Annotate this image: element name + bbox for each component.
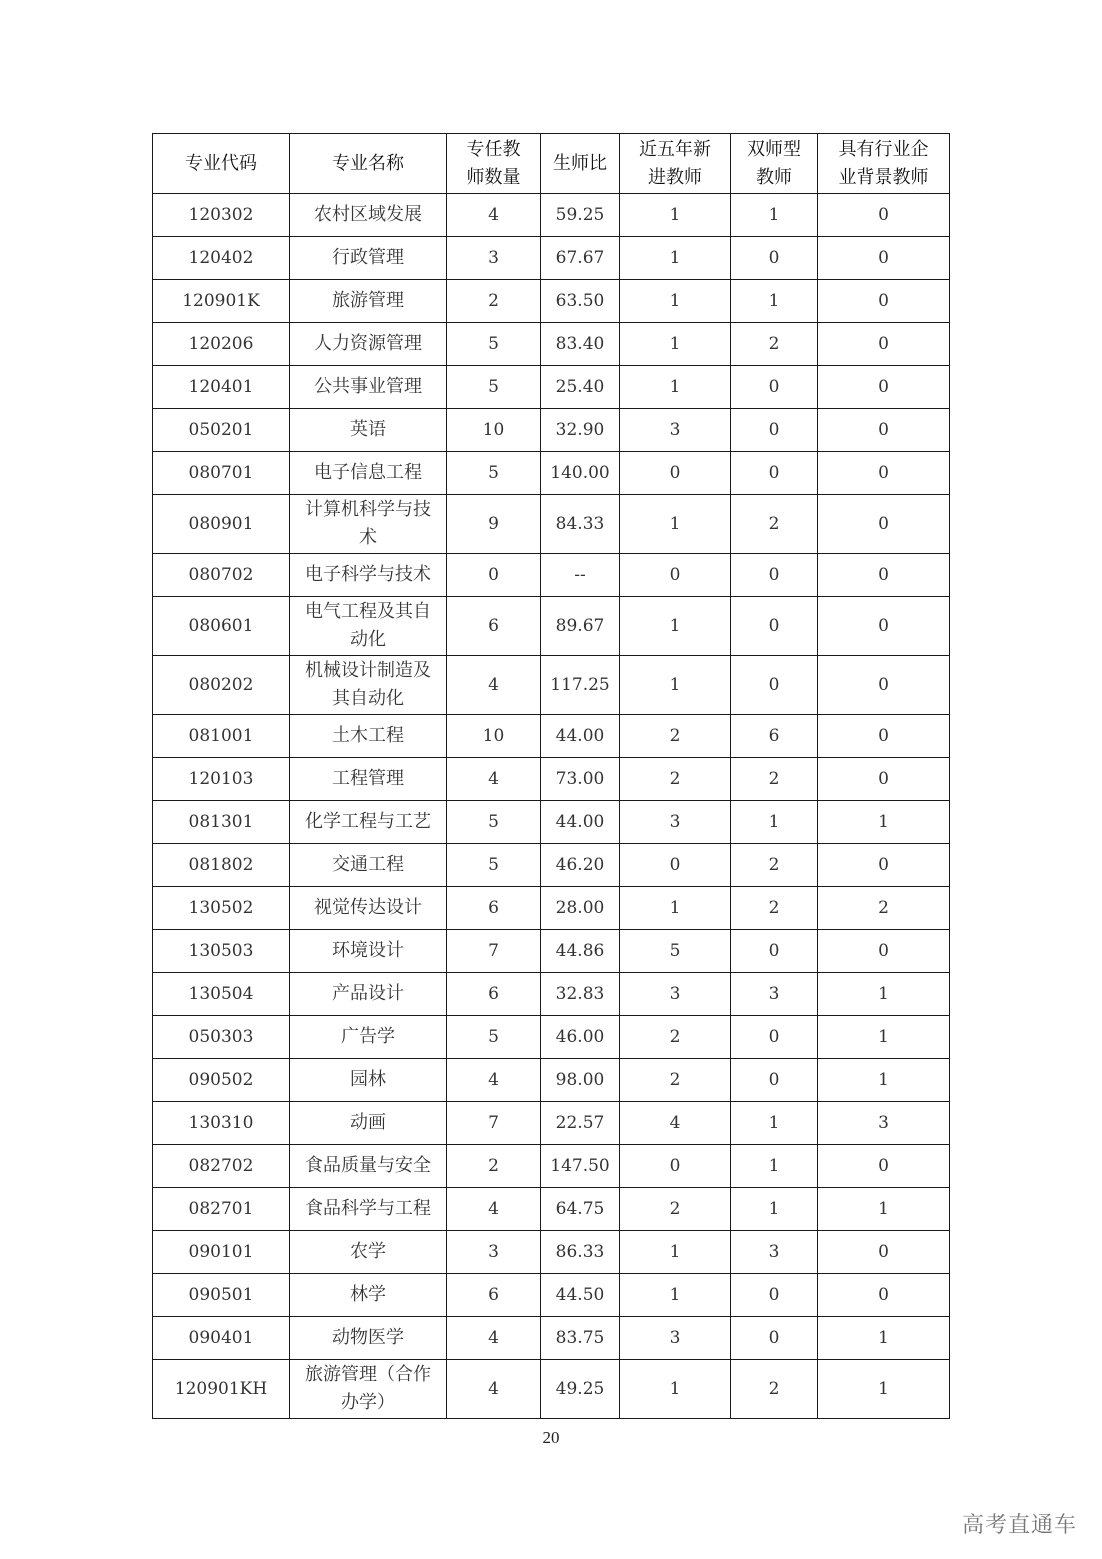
table-row bbox=[153, 801, 950, 844]
cell-name bbox=[290, 194, 447, 237]
cell-ratio: 28.00 bbox=[541, 887, 620, 930]
name-line: 电子科学与技术 bbox=[305, 564, 431, 585]
cell-ratio: 86.33 bbox=[541, 1231, 620, 1274]
cell-ratio: 46.00 bbox=[541, 1016, 620, 1059]
cell-dual: 2 bbox=[731, 1360, 818, 1419]
cell-name bbox=[290, 758, 447, 801]
name-line: 视觉传达设计 bbox=[314, 897, 422, 918]
table-row bbox=[153, 1231, 950, 1274]
cell-name bbox=[290, 1231, 447, 1274]
cell-name bbox=[290, 495, 447, 554]
cell-teachers: 5 bbox=[447, 452, 541, 495]
cell-teachers: 4 bbox=[447, 758, 541, 801]
cell-ratio: 83.75 bbox=[541, 1317, 620, 1360]
cell-name bbox=[290, 323, 447, 366]
cell-teachers: 7 bbox=[447, 930, 541, 973]
cell-dual: 3 bbox=[731, 1231, 818, 1274]
header-ratio bbox=[541, 134, 620, 194]
cell-dual: 0 bbox=[731, 656, 818, 715]
cell-dual: 2 bbox=[731, 758, 818, 801]
header-text: 教师 bbox=[756, 166, 792, 188]
name-line: 化学工程与工艺 bbox=[305, 811, 431, 832]
cell-new-teachers: 3 bbox=[620, 801, 731, 844]
cell-ratio: -- bbox=[541, 554, 620, 597]
cell-industry: 0 bbox=[818, 409, 950, 452]
cell-name bbox=[290, 801, 447, 844]
cell-ratio: 25.40 bbox=[541, 366, 620, 409]
cell-code: 120206 bbox=[153, 323, 290, 366]
cell-ratio: 44.86 bbox=[541, 930, 620, 973]
page-number: 20 bbox=[542, 1428, 560, 1447]
cell-new-teachers: 3 bbox=[620, 973, 731, 1016]
cell-teachers: 4 bbox=[447, 194, 541, 237]
cell-code: 081301 bbox=[153, 801, 290, 844]
cell-name bbox=[290, 1188, 447, 1231]
cell-industry: 0 bbox=[818, 280, 950, 323]
header-new-teachers bbox=[620, 134, 731, 194]
cell-new-teachers: 1 bbox=[620, 237, 731, 280]
cell-industry: 0 bbox=[818, 597, 950, 656]
cell-dual: 0 bbox=[731, 452, 818, 495]
cell-new-teachers: 1 bbox=[620, 1274, 731, 1317]
name-line: 农学 bbox=[350, 1241, 386, 1262]
cell-industry: 0 bbox=[818, 194, 950, 237]
cell-code: 082702 bbox=[153, 1145, 290, 1188]
cell-ratio: 147.50 bbox=[541, 1145, 620, 1188]
cell-dual: 0 bbox=[731, 409, 818, 452]
cell-new-teachers: 0 bbox=[620, 452, 731, 495]
cell-industry: 1 bbox=[818, 1016, 950, 1059]
cell-teachers: 5 bbox=[447, 801, 541, 844]
cell-new-teachers: 2 bbox=[620, 715, 731, 758]
cell-new-teachers: 5 bbox=[620, 930, 731, 973]
name-line: 英语 bbox=[350, 419, 386, 440]
cell-ratio: 140.00 bbox=[541, 452, 620, 495]
name-line: 人力资源管理 bbox=[314, 333, 422, 354]
cell-new-teachers: 3 bbox=[620, 409, 731, 452]
header-text: 专任教 bbox=[466, 138, 521, 160]
name-line: 食品科学与工程 bbox=[305, 1198, 431, 1219]
cell-ratio: 117.25 bbox=[541, 656, 620, 715]
cell-teachers: 0 bbox=[447, 554, 541, 597]
name-line: 交通工程 bbox=[332, 854, 404, 875]
cell-teachers: 4 bbox=[447, 656, 541, 715]
cell-industry: 0 bbox=[818, 1274, 950, 1317]
table-row bbox=[153, 1016, 950, 1059]
cell-name bbox=[290, 1274, 447, 1317]
cell-code: 130504 bbox=[153, 973, 290, 1016]
cell-teachers: 4 bbox=[447, 1188, 541, 1231]
cell-new-teachers: 0 bbox=[620, 1145, 731, 1188]
cell-new-teachers: 1 bbox=[620, 495, 731, 554]
table-row bbox=[153, 1188, 950, 1231]
name-line: 产品设计 bbox=[332, 983, 404, 1004]
cell-name bbox=[290, 844, 447, 887]
cell-industry: 0 bbox=[818, 495, 950, 554]
name-line: 园林 bbox=[350, 1069, 386, 1090]
cell-new-teachers: 2 bbox=[620, 758, 731, 801]
cell-teachers: 5 bbox=[447, 366, 541, 409]
name-line: 旅游管理（合作 bbox=[305, 1364, 431, 1385]
cell-ratio: 49.25 bbox=[541, 1360, 620, 1419]
cell-name bbox=[290, 554, 447, 597]
cell-teachers: 2 bbox=[447, 280, 541, 323]
cell-name bbox=[290, 452, 447, 495]
cell-new-teachers: 1 bbox=[620, 280, 731, 323]
cell-industry: 0 bbox=[818, 237, 950, 280]
cell-industry: 0 bbox=[818, 1231, 950, 1274]
cell-new-teachers: 1 bbox=[620, 1231, 731, 1274]
header-text: 生师比 bbox=[553, 152, 607, 174]
table-row bbox=[153, 1145, 950, 1188]
cell-code: 080202 bbox=[153, 656, 290, 715]
name-line: 食品质量与安全 bbox=[305, 1155, 431, 1176]
cell-name bbox=[290, 597, 447, 656]
cell-dual: 0 bbox=[731, 597, 818, 656]
cell-code: 090501 bbox=[153, 1274, 290, 1317]
cell-name bbox=[290, 1360, 447, 1419]
cell-ratio: 67.67 bbox=[541, 237, 620, 280]
cell-new-teachers: 0 bbox=[620, 844, 731, 887]
cell-industry: 1 bbox=[818, 1188, 950, 1231]
cell-dual: 0 bbox=[731, 930, 818, 973]
cell-new-teachers: 1 bbox=[620, 194, 731, 237]
table-row bbox=[153, 194, 950, 237]
cell-code: 081802 bbox=[153, 844, 290, 887]
cell-name bbox=[290, 1102, 447, 1145]
cell-ratio: 22.57 bbox=[541, 1102, 620, 1145]
cell-teachers: 4 bbox=[447, 1059, 541, 1102]
cell-new-teachers: 1 bbox=[620, 887, 731, 930]
cell-dual: 1 bbox=[731, 1188, 818, 1231]
table-row bbox=[153, 1317, 950, 1360]
cell-code: 120401 bbox=[153, 366, 290, 409]
cell-industry: 1 bbox=[818, 1360, 950, 1419]
cell-code: 080901 bbox=[153, 495, 290, 554]
cell-teachers: 10 bbox=[447, 715, 541, 758]
cell-ratio: 44.00 bbox=[541, 801, 620, 844]
cell-teachers: 4 bbox=[447, 1360, 541, 1419]
cell-teachers: 6 bbox=[447, 1274, 541, 1317]
table-row bbox=[153, 758, 950, 801]
name-line: 办学） bbox=[341, 1392, 395, 1413]
header-text: 专业名称 bbox=[332, 152, 404, 174]
cell-industry: 1 bbox=[818, 801, 950, 844]
cell-teachers: 3 bbox=[447, 237, 541, 280]
cell-name bbox=[290, 1145, 447, 1188]
cell-name bbox=[290, 887, 447, 930]
cell-ratio: 73.00 bbox=[541, 758, 620, 801]
cell-name bbox=[290, 1016, 447, 1059]
cell-code: 082701 bbox=[153, 1188, 290, 1231]
cell-teachers: 7 bbox=[447, 1102, 541, 1145]
cell-ratio: 64.75 bbox=[541, 1188, 620, 1231]
cell-ratio: 32.90 bbox=[541, 409, 620, 452]
table-body bbox=[153, 194, 950, 1419]
cell-industry: 0 bbox=[818, 452, 950, 495]
cell-code: 080601 bbox=[153, 597, 290, 656]
name-line: 农村区域发展 bbox=[314, 204, 422, 225]
cell-code: 120402 bbox=[153, 237, 290, 280]
table-row bbox=[153, 495, 950, 554]
cell-name bbox=[290, 715, 447, 758]
cell-name bbox=[290, 366, 447, 409]
cell-code: 130503 bbox=[153, 930, 290, 973]
cell-industry: 0 bbox=[818, 554, 950, 597]
header-text: 双师型 bbox=[747, 138, 801, 160]
cell-dual: 1 bbox=[731, 280, 818, 323]
cell-name bbox=[290, 1059, 447, 1102]
cell-dual: 0 bbox=[731, 1317, 818, 1360]
table-row bbox=[153, 1360, 950, 1419]
header-text: 具有行业企 bbox=[838, 138, 929, 160]
cell-teachers: 2 bbox=[447, 1145, 541, 1188]
cell-industry: 0 bbox=[818, 930, 950, 973]
cell-ratio: 84.33 bbox=[541, 495, 620, 554]
cell-dual: 2 bbox=[731, 323, 818, 366]
name-line: 行政管理 bbox=[332, 247, 404, 268]
name-line: 旅游管理 bbox=[332, 290, 404, 311]
table-row bbox=[153, 452, 950, 495]
table-row bbox=[153, 597, 950, 656]
cell-dual: 0 bbox=[731, 366, 818, 409]
cell-name bbox=[290, 280, 447, 323]
cell-new-teachers: 0 bbox=[620, 554, 731, 597]
cell-teachers: 4 bbox=[447, 1317, 541, 1360]
cell-ratio: 89.67 bbox=[541, 597, 620, 656]
table-row bbox=[153, 844, 950, 887]
cell-dual: 1 bbox=[731, 1145, 818, 1188]
cell-industry: 0 bbox=[818, 844, 950, 887]
cell-teachers: 3 bbox=[447, 1231, 541, 1274]
cell-new-teachers: 3 bbox=[620, 1317, 731, 1360]
name-line: 术 bbox=[359, 527, 377, 548]
cell-teachers: 5 bbox=[447, 323, 541, 366]
cell-code: 050303 bbox=[153, 1016, 290, 1059]
cell-code: 120103 bbox=[153, 758, 290, 801]
cell-new-teachers: 2 bbox=[620, 1016, 731, 1059]
cell-dual: 0 bbox=[731, 237, 818, 280]
header-teachers bbox=[447, 134, 541, 194]
cell-industry: 0 bbox=[818, 323, 950, 366]
cell-industry: 1 bbox=[818, 973, 950, 1016]
cell-code: 130502 bbox=[153, 887, 290, 930]
cell-ratio: 32.83 bbox=[541, 973, 620, 1016]
name-line: 其自动化 bbox=[332, 688, 404, 709]
cell-dual: 2 bbox=[731, 844, 818, 887]
table-row bbox=[153, 280, 950, 323]
cell-industry: 1 bbox=[818, 1317, 950, 1360]
cell-teachers: 5 bbox=[447, 1016, 541, 1059]
cell-teachers: 6 bbox=[447, 887, 541, 930]
cell-teachers: 9 bbox=[447, 495, 541, 554]
header-text: 业背景教师 bbox=[838, 166, 929, 188]
name-line: 林学 bbox=[350, 1284, 386, 1305]
cell-code: 120302 bbox=[153, 194, 290, 237]
cell-code: 120901K bbox=[153, 280, 290, 323]
table-row bbox=[153, 715, 950, 758]
header-name bbox=[290, 134, 447, 194]
cell-teachers: 6 bbox=[447, 973, 541, 1016]
cell-industry: 0 bbox=[818, 758, 950, 801]
cell-dual: 3 bbox=[731, 973, 818, 1016]
name-line: 公共事业管理 bbox=[314, 376, 422, 397]
cell-code: 080702 bbox=[153, 554, 290, 597]
table-row bbox=[153, 366, 950, 409]
faculty-table bbox=[152, 133, 950, 1419]
table-row bbox=[153, 887, 950, 930]
cell-name bbox=[290, 237, 447, 280]
table-row bbox=[153, 409, 950, 452]
cell-teachers: 10 bbox=[447, 409, 541, 452]
name-line: 电子信息工程 bbox=[314, 462, 422, 483]
cell-dual: 0 bbox=[731, 1059, 818, 1102]
cell-industry: 0 bbox=[818, 1145, 950, 1188]
cell-new-teachers: 1 bbox=[620, 323, 731, 366]
table-row bbox=[153, 973, 950, 1016]
cell-new-teachers: 2 bbox=[620, 1059, 731, 1102]
table-row bbox=[153, 237, 950, 280]
cell-dual: 1 bbox=[731, 1102, 818, 1145]
cell-code: 120901KH bbox=[153, 1360, 290, 1419]
name-line: 电气工程及其自 bbox=[305, 601, 431, 622]
table-row bbox=[153, 1059, 950, 1102]
name-line: 动画 bbox=[350, 1112, 386, 1133]
name-line: 环境设计 bbox=[332, 940, 404, 961]
cell-new-teachers: 2 bbox=[620, 1188, 731, 1231]
cell-industry: 0 bbox=[818, 656, 950, 715]
header-text: 进教师 bbox=[648, 166, 702, 188]
table-row bbox=[153, 930, 950, 973]
cell-dual: 0 bbox=[731, 554, 818, 597]
cell-ratio: 44.50 bbox=[541, 1274, 620, 1317]
cell-new-teachers: 4 bbox=[620, 1102, 731, 1145]
cell-dual: 2 bbox=[731, 887, 818, 930]
cell-name bbox=[290, 1317, 447, 1360]
name-line: 动物医学 bbox=[332, 1327, 404, 1348]
cell-code: 130310 bbox=[153, 1102, 290, 1145]
cell-name bbox=[290, 973, 447, 1016]
cell-code: 090502 bbox=[153, 1059, 290, 1102]
cell-code: 090101 bbox=[153, 1231, 290, 1274]
cell-industry: 3 bbox=[818, 1102, 950, 1145]
cell-dual: 1 bbox=[731, 194, 818, 237]
cell-teachers: 5 bbox=[447, 844, 541, 887]
name-line: 广告学 bbox=[341, 1026, 395, 1047]
header-industry bbox=[818, 134, 950, 194]
cell-code: 050201 bbox=[153, 409, 290, 452]
cell-teachers: 6 bbox=[447, 597, 541, 656]
header-code bbox=[153, 134, 290, 194]
header-text: 师数量 bbox=[466, 166, 521, 188]
cell-ratio: 83.40 bbox=[541, 323, 620, 366]
name-line: 土木工程 bbox=[332, 725, 404, 746]
table-header-row bbox=[153, 134, 950, 194]
header-dual bbox=[731, 134, 818, 194]
table-row bbox=[153, 1274, 950, 1317]
cell-industry: 2 bbox=[818, 887, 950, 930]
cell-new-teachers: 1 bbox=[620, 597, 731, 656]
cell-dual: 1 bbox=[731, 801, 818, 844]
name-line: 工程管理 bbox=[332, 768, 404, 789]
name-line: 计算机科学与技 bbox=[305, 499, 431, 520]
cell-industry: 0 bbox=[818, 715, 950, 758]
cell-ratio: 59.25 bbox=[541, 194, 620, 237]
watermark: 高考直通车 bbox=[962, 1513, 1078, 1538]
cell-code: 081001 bbox=[153, 715, 290, 758]
cell-code: 090401 bbox=[153, 1317, 290, 1360]
cell-dual: 2 bbox=[731, 495, 818, 554]
table-row bbox=[153, 323, 950, 366]
table-row bbox=[153, 656, 950, 715]
header-text: 近五年新 bbox=[639, 138, 711, 160]
cell-new-teachers: 1 bbox=[620, 366, 731, 409]
cell-dual: 0 bbox=[731, 1274, 818, 1317]
name-line: 动化 bbox=[350, 629, 386, 650]
header-text: 专业代码 bbox=[185, 152, 257, 174]
name-line: 机械设计制造及 bbox=[305, 660, 431, 681]
cell-dual: 0 bbox=[731, 1016, 818, 1059]
cell-dual: 6 bbox=[731, 715, 818, 758]
cell-name bbox=[290, 656, 447, 715]
cell-new-teachers: 1 bbox=[620, 656, 731, 715]
cell-name bbox=[290, 930, 447, 973]
cell-code: 080701 bbox=[153, 452, 290, 495]
cell-industry: 0 bbox=[818, 366, 950, 409]
table-row bbox=[153, 1102, 950, 1145]
cell-industry: 1 bbox=[818, 1059, 950, 1102]
cell-ratio: 63.50 bbox=[541, 280, 620, 323]
cell-ratio: 44.00 bbox=[541, 715, 620, 758]
cell-name bbox=[290, 409, 447, 452]
cell-ratio: 98.00 bbox=[541, 1059, 620, 1102]
cell-ratio: 46.20 bbox=[541, 844, 620, 887]
table-row bbox=[153, 554, 950, 597]
cell-new-teachers: 1 bbox=[620, 1360, 731, 1419]
